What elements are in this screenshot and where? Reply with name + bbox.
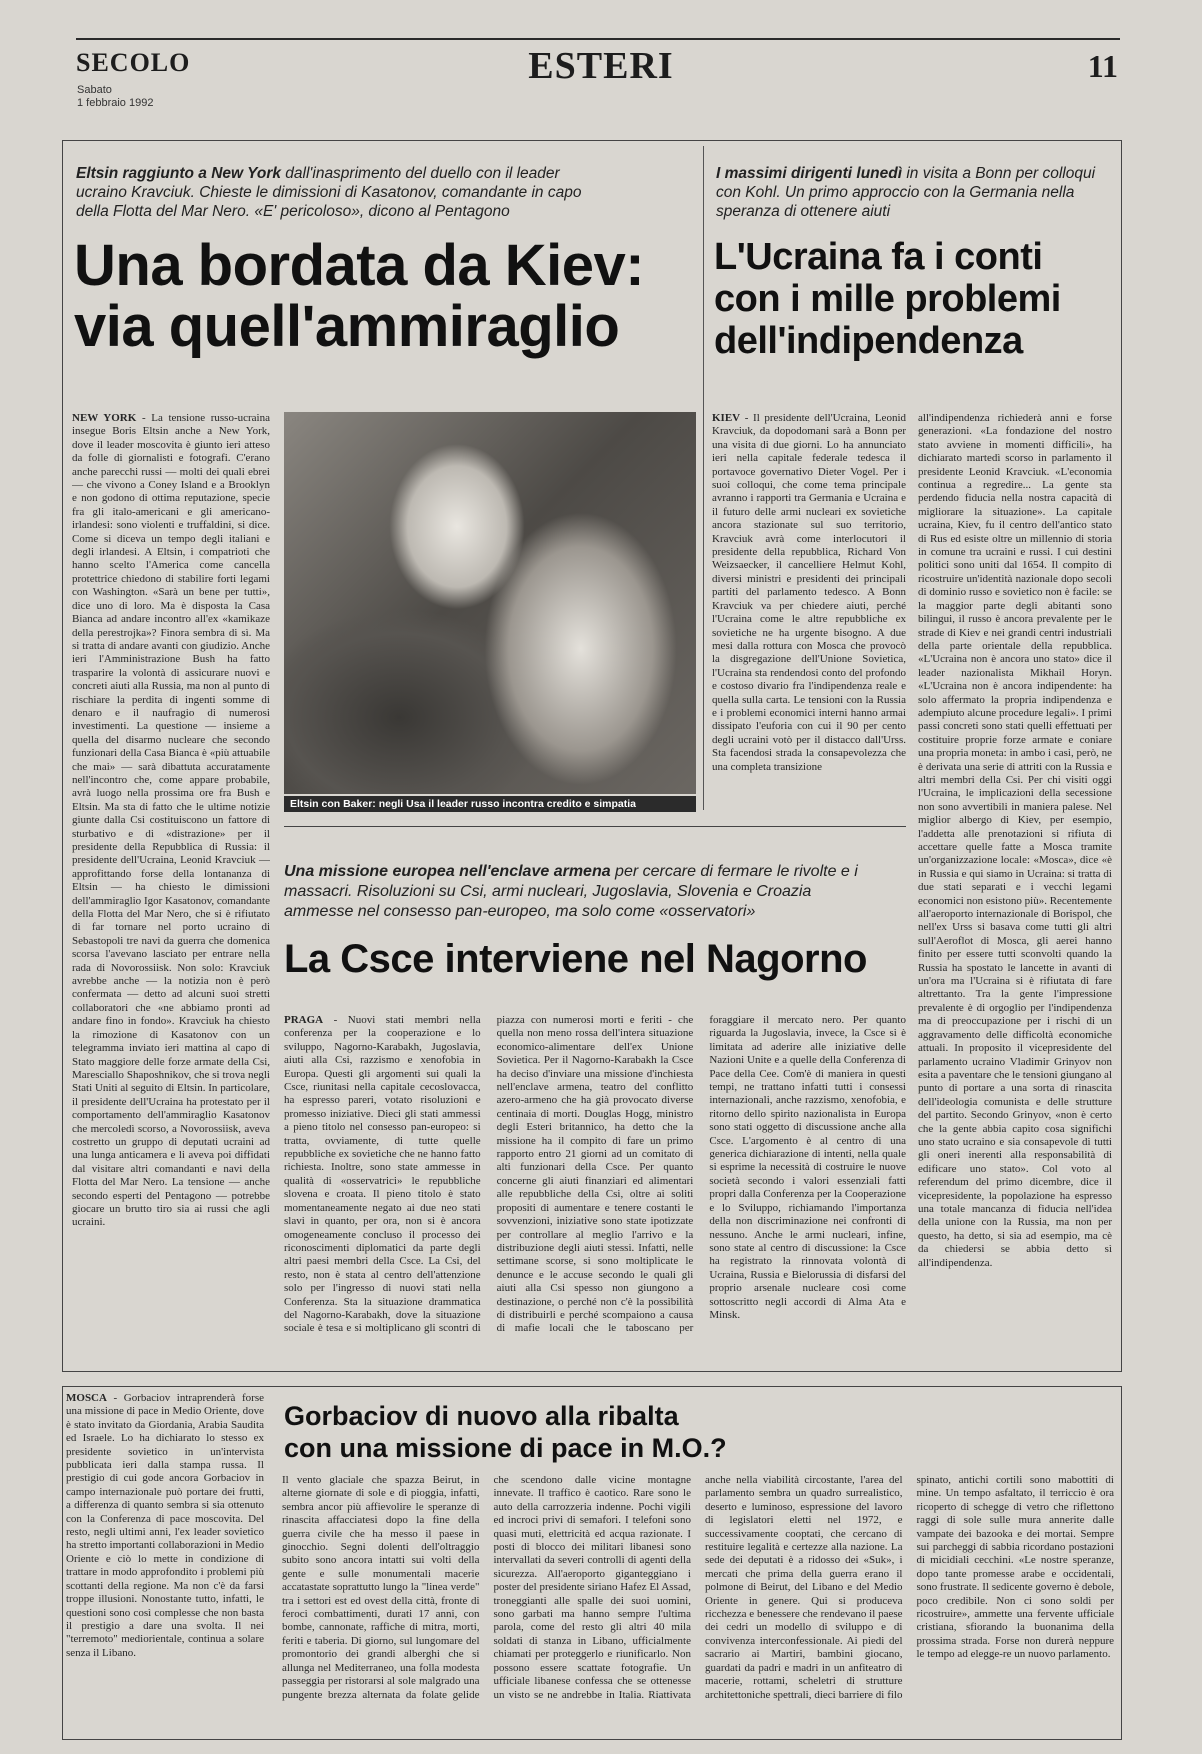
article2-body-col1-text: - Il presidente dell'Ucraina, Leonid Kravciuk, da dopodomani sarà a Bonn per una visita di due giorni. Lo ha annunciato ieri nella capitale federale tedesca il portavoce governativo Dieter Vogel. Per i suoi colloqui, che come tema principale avranno i rapporti tra Germania e Ucraina e il futuro delle armi nucleari ex sovietiche ancora stazionate sul suo territorio, Kravciuk avrà come interlocutori il presidente della repubblica, Richard Von Weizsaecker, il cancelliere Helmut Kohl, diversi ministri e presidenti dei principali partiti del parlamento tedesco. A Bonn Kravciuk va per chiedere aiuti, perché l'Ucraina come le altre repubbliche ex sovietiche ne ha urgente bisogno. A due mesi dalla rottura con Mosca che provocò la disgregazione dell'Unione Sovietica, l'Ucraina sta rendendosi conto del profondo e costoso divario fra l'indipendenza reale e quella sulla carta. Le tensioni con la Russia e i problemi economici interni hanno armai dissipato l'euforia con cui il 90 per cento degli ucraini votò per il distacco dall'Urss. Sta facendosi strada la consapevolezza che una completa transizione [712, 412, 906, 773]
article2-headline-line1: L'Ucraina fa i conti [714, 236, 1043, 278]
article2-headline-line3: dell'indipendenza [714, 320, 1023, 362]
article4-dateline: MOSCA [66, 1392, 107, 1404]
article1-headline-line1: Una bordata da Kiev: [74, 233, 645, 298]
article2-headline [714, 236, 1114, 362]
article4-side-body [66, 1392, 264, 1734]
article3-kicker-rest: per cercare di fermare le rivolte e i massacri. Risoluzioni su Csi, armi nucleari, Jugoslavia, Slovenia e Croazia ammesse nel consesso pan-europeo, ma solo come «osservatori» [284, 863, 858, 920]
photo-caption: Eltsin con Baker: negli Usa il leader russo incontra credito e simpatia [284, 796, 696, 812]
article4-headline [284, 1400, 924, 1464]
article2-headline-line2: con i mille problemi [714, 278, 1061, 320]
article3-kicker-bold: Una missione europea nell'enclave armena [284, 863, 611, 880]
article1-kicker [76, 164, 596, 221]
article1-kicker-rest: dall'inasprimento del duello con il leader ucraino Kravciuk. Chieste le dimissioni di Kasatonov, comandante in capo della Flotta del Mar Nero. «E' pericoloso», dicono al Pentagono [76, 165, 582, 220]
article2-body-col1 [712, 412, 906, 824]
article4-headline-line2: con una missione di pace in M.O.? [284, 1433, 727, 1463]
article3-headline: La Csce interviene nel Nagorno [284, 937, 867, 981]
page-number: 11 [1087, 48, 1118, 84]
section-title: ESTERI [528, 45, 674, 87]
article1-headline-line2: via quell'ammiraglio [74, 293, 620, 359]
article4-headline-line1: Gorbaciov di nuovo alla ribalta [284, 1401, 679, 1431]
article1-dateline: NEW YORK [72, 412, 137, 424]
article2-body-col2-text: all'indipendenza richiederà anni e forse generazioni. «La fondazione del nostro stato avviene in momenti difficili», ha dichiarato martedì scorso in parlamento il presidente Leonid Kravciuk. «L'economia continua a regredire... La gente sta perdendo fiducia nella nostra capacità di migliorare la situazione». La capitale ucraina, Kiev, fu il centro dell'antico stato di Rus ed esiste oltre un millennio di storia in comune tra ucraini e russi. I cui destini politici sono uniti dal 1654. Il compito di ricostruire un'identità nazionale dopo secoli di dominio russo e sovietico non è facile: se la maggior parte degli abitanti sono bilingui, il russo è ancora prevalente per le strade di Kiev e nei grandi centri industriali della parte orientale della repubblica. «L'Ucraina non è ancora uno stato» dice il leader nazionalista Mikhail Horyn. «L'Ucraina non è ancora indipendente: ha solo affermato la propria indipendenza e adempiuto alcune procedure legali». I primi passi concreti sono stati quelli effettuati per costituire proprie forze armate e coniare una propria moneta: in ambo i casi, però, ne è derivata una serie di attriti con la Russia e altri membri della Csi. Per chi visiti oggi l'Ucraina, le implicazioni della secessione non sono avvertibili in maniera palese. Nel miglior albergo di Kiev, per esempio, l'addetta alle prenotazioni si rifiuta di accettare quelle fatte a Mosca tramite un'organizzazione locale: «Mosca», dice «è in Russia e qui siamo in Ucraina: si tratta di due stati separati e i vecchi legami economici non esistono più». Recentemente all'aeroporto internazionale di Borispol, che nell'ex Urss si basava come tutti gli altri sull'Aeroflot di Mosca, gli aerei hanno finito per essere tutti sconvolti quando la Russia ha spostato le lancette in avanti di un'ora ma l'Ucraina si è rifiutata di fare altrettanto. Tra la gente l'impressione prevalente è di orgoglio per l'indipendenza ma di preoccupazione per i rischi di un aggravamento delle difficoltà economiche attuali. In proposito il vicepresidente del parlamento ucraino Vladimir Grinyov non esita a paventare che le tensioni giungano al punto di portare a una sorta di rinascita dell'ideologia comunista e delle strutture del partito. Secondo Grinyov, «non è certo che la gente abbia capito cosa significhi uno stato ucraino e sia consapevole di tutti gli oneri inerenti alla responsabilità di edificare uno stato». Col voto al referendum del primo dicembre, dice il vicepresidente, la popolazione ha espresso una totale mancanza di fiducia nell'idea della unione con la Russia, ma non per questo, ha detto, si sia ad esempio, ma cè da chiedersi se abbia detto sì all'indipendenza. [918, 412, 1112, 1269]
article1-headline [74, 233, 714, 359]
article3-body-text: - Nuovi stati membri nella conferenza per la cooperazione e lo sviluppo, Nagorno-Karabakh, Jugoslavia, aiuti alla Csi, razzismo e xenofobia in Europa. Questi gli argomenti sui quali la Csce, riunitasi nella capitale cecoslovacca, ha espresso pareri, votato risoluzioni e promesso iniziative. Dieci gli stati ammessi a pieno titolo nel consesso pan-europeo: si tratta, ovviamente, di tutte quelle repubbliche ex sovietiche che ne hanno fatto richiesta. Inoltre, sono state ammesse in qualità di «osservatrici» le repubbliche slovena e croata. Il pieno titolo è stato momentaneamente negato ai due neo stati slavi in quanto, per ora, non si è ancora omogeneamente concluso il processo dei riconoscimenti diplomatici da parte degli altri paesi membri della Csce. La Csi, del resto, non è stata al centro dell'attenzione solo per l'ingresso di nuovi stati nella Conferenza. Sta la situazione drammatica del Nagorno-Karabakh, dove la situazione sociale è tesa e si moltiplicano gli scontri di piazza con numerosi morti e feriti - che quella non meno rossa dell'intera situazione economico-alimentare dell'ex Unione Sovietica. Per il Nagorno-Karabakh la Csce ha deciso d'inviare una missione d'inchiesta nell'enclave armena, teatro del conflitto azero-armeno che ha già provocato diverse centinaia di morti. Douglas Hogg, ministro degli Esteri britannico, ha detto che la missione ha il compito di fare un primo rapporto entro 21 giorni ad un comitato di alti funzionari della Csce. Per quanto concerne gli aiuti finanziari ed alimentari alle repubbliche della Csi, oltre ai soliti propositi di aumentare e tenere costanti le sovvenzioni, iniziative sono state ipotizzate per controllare al meglio l'arrivo e la distribuzione degli aiuti stessi. Infatti, nelle settimane scorse, si sono moltiplicate le denunce e le accuse secondo le quali gli aiuti alla Csi spesso non giungono a destinazione, o perché non c'è la possibilità di distribuirli e perché scompaiono a causa di mafie locali che le taboscano per foraggiare il mercato nero. Per quanto riguarda la Jugoslavia, invece, la Csce si è limitata ad aderire alle iniziative delle Nazioni Unite e a quelle della Conferenza di Pace della Cee. Com'è di maniera in questi tempi, ne trattano infatti tutti i consessi internazionali, anche razzismo, xenofobia, e ritorno dello spirito nazionalista in Europa sono stati oggetto di discussione anche alla Csce. L'argomento è al centro di una generica dichiarazione di intenti, nella quale si esprime la necessità di costruire le nuove società secondo i valori essenziali fatti propri dalla Conferenza per la Cooperazione e lo Sviluppo, richiamando l'importanza della non discriminazione nei confronti di nessuno. Anche le armi nucleari, infine, sono state al centro di discussione: la Csce ha registrato la rinnovata volontà di Ucraina, Russia e Bielorussia di disfarsi del proprio arsenale nucleare così come sottoscritto negli accordi di Alma Ata e Minsk. [284, 1014, 906, 1335]
article3-dateline: PRAGA [284, 1014, 324, 1026]
article3-kicker [284, 862, 874, 922]
article2-kicker [716, 164, 1096, 221]
newspaper-logo: SECOLO [76, 48, 191, 77]
article1-kicker-bold: Eltsin raggiunto a New York [76, 165, 281, 182]
article4-body-text: Il vento glaciale che spazza Beirut, in alterne giornate di sole e di pioggia, infatti, sembra ancor più affievolire le speranze di rinascita affacciatesi dopo la fine della guerra civile che ha messo il paese in ginocchio. Segni dolenti dell'oltraggio subito sono ancora intatti sui volti della gente e sulle monumentali macerie accatastate soprattutto lungo la "linea verde" tra i settori est ed ovest della città, fronte di feroci combattimenti, durati 17 anni, con bombe, cannonate, raffiche di mitra, morti, feriti e taberia. Di giorno, sul lungomare del promontorio dei grandi alberghi che si allunga nel Mediterraneo, una folla modesta passeggia per ristorarsi al sole malgrado una pungente brezza alternata da folate gelide che scendono dalle vicine montagne innevate. Il traffico è caotico. Rare sono le auto della carrozzeria indenne. Pochi vigili ed incroci privi di semafori. I telefoni sono quasi muti, elettricità ed acqua razionate. I posti di blocco dei militari libanesi sono intervallati da severi controlli di agenti della sicurezza. All'aeroporto giganteggiano i poster del presidente siriano Hafez El Assad, troneggianti alle spalle dei suoi uomini, sono garbati ma hanno sempre l'ultima parola, come del resto gli altri 40 mila soldati di stanza in Libano, ufficialmente chiamati per proteggerlo e riunificarlo. Non possono essere scattate fotografie. Un ufficiale libanese confessa che se ottenesse un visto se ne andrebbe in Italia. Riattivata anche nella viabilità circostante, l'area del parlamento sembra un quadro surrealistico, deserto e luminoso, espressione del lavoro di legislatori eletti nel 1972, e successivamente cooptati, che cercano di restituire legalità e certezze alla nazione. La sede dei deputati è a ridosso dei «Suk», i mercati che prima della guerra erano il polmone di Beirut, del Libano e del Medio Oriente in genere. Qui si produceva ricchezza e benessere che rendevano il paese dei cedri un modello di sviluppo e di convivenza interconfessionale. Ai piedi del sacrario ai Martiri, bambini giocano, guardati da padri e madri in un anfiteatro di macerie, rottami, scheletri di strutture architettoniche spettrali, dieci barriere di filo spinato, antichi cortili sono mabottiti di mine. Un tempo asfaltato, il terriccio è ora ricoperto di schegge di vetro che riflettono raggi di sole sulle mura annerite dalle vampate dei bazooka e dei mortai. Sempre sui parcheggi di sabbia ricordano postazioni di micidiali cecchini. «Le nostre speranze, dopo tante promesse arabe e occidentali, sono frustrate. Il sedicente governo è debole, poco credibile. Non ci sono soldi per ricostruire», ammette una fervente ufficiale cristiana, sfiorando la buonanima della prossima strada. Forse non durerà neppure le tempo ad elegge-re un nuovo parlamento. [282, 1474, 1114, 1701]
article2-kicker-rest: in visita a Bonn per colloqui con Kohl. Un primo approccio con la Germania nella speranza di ottenere aiuti [716, 165, 1096, 220]
article4-body [282, 1474, 1114, 1736]
article3-top-rule [284, 826, 906, 827]
article1-body-text: - La tensione russo-ucraina insegue Boris Eltsin anche a New York, dove il leader moscovita è giunto ieri atteso da folle di giornalisti e fotografi. C'erano anche parecchi russi — molti dei quali ebrei — che vivono a Coney Island e a Brooklyn e non godono di ottima reputazione, specie fra gli italo-americani e gli americano-irlandesi: sono violenti e truffaldini, si dice. Come si diceva un tempo degli italiani e degli irlandesi. A Eltsin, i compatrioti che hanno scelto l'America come cancella protettrice chiedono di stabilire forti legami con Washington. «Sarà un bene per tutti», dice uno di loro. Ma è disposta la Casa Bianca ad andare incontro all'ex «kamikaze della perestrojka»? Finora sembra di sì. Ma si tratta di andare avanti con giudizio. Anche ieri l'Amministrazione Bush ha fatto trasparire la volontà di assicurare nuovi e concreti aiuti alla Russia, ma non al punto di rischiare la perdita di ingenti somme di denaro e il naufragio di numerosi investimenti. La questione — insieme a quella del disarmo nucleare che secondo funzionari della Casa Bianca è «più attuabile che mai» — sarà dibattuta accuratamente nell'incontro che, come appare probabile, avrà luogo nella prossima ore fra Bush e Eltsin. Ma sta di fatto che le ultime notizie giunte dalla Csi costituiscono un fattore di sturbativo e di «distrazione» per il presidente della Repubblica di Russia: il presidente dell'Ucraina, Leonid Kravciuk — approfittando forse della lontananza di Eltsin — ha chiesto le dimissioni dell'ammiraglio Igor Kasatonov, comandante della Flotta del Mar Nero, che si è rifiutato di far tornare nel porto ucraino di Sebastopoli tre navi da guerra che domenica scorsa l'avevano lasciato per entrare nella rada di Novorossiisk. Non solo: Kravciuk avrebbe anche — la notizia non è però confermata — detto ad alcuni suoi stretti collaboratori che «ne abbiamo pronti ad andare fino in fondo». Kravciuk ha chiesto la rimozione di Kasatonov con un telegramma inviato ieri mattina al capo di Stato maggiore delle forze armate della Csi, Maresciallo Shaposhnikov, che si trova negli Stati Uniti al seguito di Eltsin. In particolare, il presidente dell'Ucraina ha protestato per il comportamento dell'ammiraglio Kasatonov che mercoledì scorso, a Novorossiisk, aveva costretto un gruppo di deputati ucraini ad una lunga anticamera e li aveva poi diffidati dal visitare altri comandanti e navi della Flotta del Mar Nero. La tensione — anche secondo esperti del Pentagono — potrebbe giocare un brutto tiro sia ai russi che agli ucraini. [72, 412, 270, 1229]
column-divider [703, 146, 704, 810]
eltsin-baker-photo [284, 412, 696, 794]
article2-body-col2 [918, 412, 1112, 1360]
article1-body [72, 412, 270, 1360]
top-rule [76, 38, 1120, 40]
issue-day: Sabato [77, 84, 112, 96]
article2-dateline: KIEV [712, 412, 741, 424]
article2-kicker-bold: I massimi dirigenti lunedì [716, 165, 903, 182]
article4-side-body-text: - Gorbaciov intraprenderà forse una missione di pace in Medio Oriente, dove è stato invitato da Giordania, Arabia Saudita ed Israele. Lo ha dichiarato lo stesso ex presidente sovietico in un'intervista pubblicata ieri dalla stampa russa. Il prestigio di cui gode ancora Gorbaciov in campo internazionale può portare dei frutti, a differenza di quanto sembra si sia ottenuto con la Conferenza di pace moscovita. Del resto, negli ultimi anni, l'ex leader sovietico ha stretto importanti collaborazioni in Medio Oriente e ciò lo mette in condizione di trattare in modo approfondito i problemi più scottanti della regione. Ma non c'è da farsi troppe illusioni. Nonostante tutto, infatti, le questioni sono così complesse che non basta il prestigio a dare una svolta. Il nei "terremoto" mediorientale, continua a solare senza il Libano. [66, 1392, 264, 1659]
issue-date-text: 1 febbraio 1992 [77, 97, 154, 109]
article3-body [284, 1014, 906, 1362]
